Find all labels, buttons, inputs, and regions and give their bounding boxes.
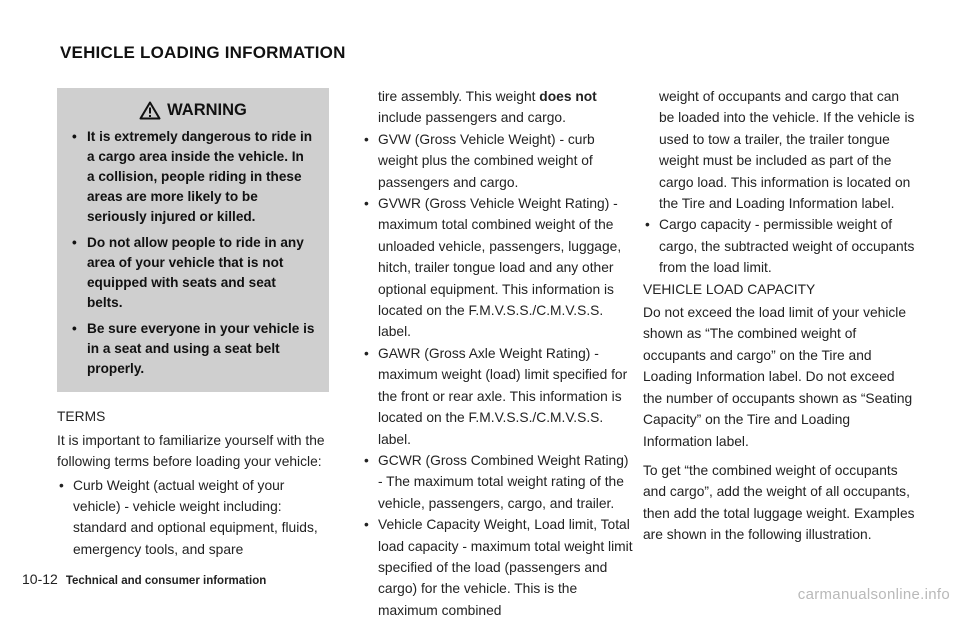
term-gvw: • GVW (Gross Vehicle Weight) - curb weight plus the combined weight of passengers and cargo. <box>362 129 634 193</box>
term-curb-weight-continued <box>362 86 634 129</box>
warning-item: • Be sure everyone in your vehicle is in a seat and using a seat belt properly. <box>71 319 315 379</box>
term-gcwr: • GCWR (Gross Combined Weight Rating) - The maximum total weight rating of the vehicle, passengers, cargo, and trailer. <box>362 450 634 514</box>
warning-triangle-icon <box>139 101 161 120</box>
term-vehicle-capacity-weight: • Vehicle Capacity Weight, Load limit, Total load capacity - maximum total weight limit specified of the load (passengers and cargo) for the vehicle. This is the maximum combined <box>362 514 634 621</box>
load-capacity-paragraph-2: To get “the combined weight of occupants and cargo”, add the weight of all occupants, then add the total luggage weight. Examples are shown in the following illustration. <box>643 462 915 543</box>
warning-title: WARNING <box>167 101 247 119</box>
term-cargo-capacity: • Cargo capacity - permissible weight of cargo, the subtracted weight of occupants from the load limit. <box>643 214 915 278</box>
watermark: carmanualsonline.info <box>797 586 950 603</box>
curb-weight-text: tire assembly. This weight <box>378 89 536 104</box>
load-capacity-paragraph-1: Do not exceed the load limit of your vehicle shown as “The combined weight of occupants and cargo” on the Tire and Loading Information label. Do not exceed the number of occupants shown as “Seating Capacity” on the Tire and Loading Information label. <box>643 305 913 449</box>
page-title: VEHICLE LOADING INFORMATION <box>60 43 346 62</box>
page-footer <box>22 571 266 587</box>
terms-list-continued <box>362 129 634 621</box>
section-name: Technical and consumer information <box>65 575 267 587</box>
column-1 <box>57 88 329 560</box>
terms-list <box>57 475 329 561</box>
term-curb-weight: • Curb Weight (actual weight of your vehicle) - vehicle weight including: standard and optional equipment, fluids, emergency tools, and spare <box>57 475 329 561</box>
warning-header <box>71 100 315 121</box>
term-gawr: • GAWR (Gross Axle Weight Rating) - maximum weight (load) limit specified for the front or rear axle. This information is located on the F.M.V.S.S./C.M.V.S.S. label. <box>362 343 634 450</box>
term-vehicle-capacity-continued: weight of occupants and cargo that can be loaded into the vehicle. If the vehicle is used to tow a trailer, the trailer tongue weight must be included as part of the cargo load. This information is located on the Tire and Loading Information label. <box>659 89 915 212</box>
warning-list <box>71 127 315 379</box>
terms-heading: TERMS <box>57 409 106 425</box>
warning-item: • Do not allow people to ride in any area of your vehicle that is not equipped with seats and seat belts. <box>71 233 315 313</box>
warning-item: • It is extremely dangerous to ride in a cargo area inside the vehicle. In a collision, people riding in these areas are more likely to be seriously injured or killed. <box>71 127 315 227</box>
curb-weight-text-end: include passengers and cargo. <box>378 110 566 126</box>
page-number: 10-12 <box>22 571 58 587</box>
curb-weight-emphasis: does not <box>539 89 597 104</box>
load-capacity-heading: VEHICLE LOAD CAPACITY <box>643 281 816 297</box>
column-2 <box>362 86 634 621</box>
term-gvwr: • GVWR (Gross Vehicle Weight Rating) - maximum total combined weight of the unloaded vehicle, passengers, luggage, hitch, trailer tongue load and any other optional equipment. This information is located on the F.M.V.S.S./C.M.V.S.S. label. <box>362 193 634 343</box>
terms-list-end <box>643 214 915 278</box>
terms-intro: It is important to familiarize yourself with the following terms before loading your vehicle: <box>57 432 325 470</box>
column-3 <box>643 86 915 554</box>
warning-box <box>57 88 329 392</box>
